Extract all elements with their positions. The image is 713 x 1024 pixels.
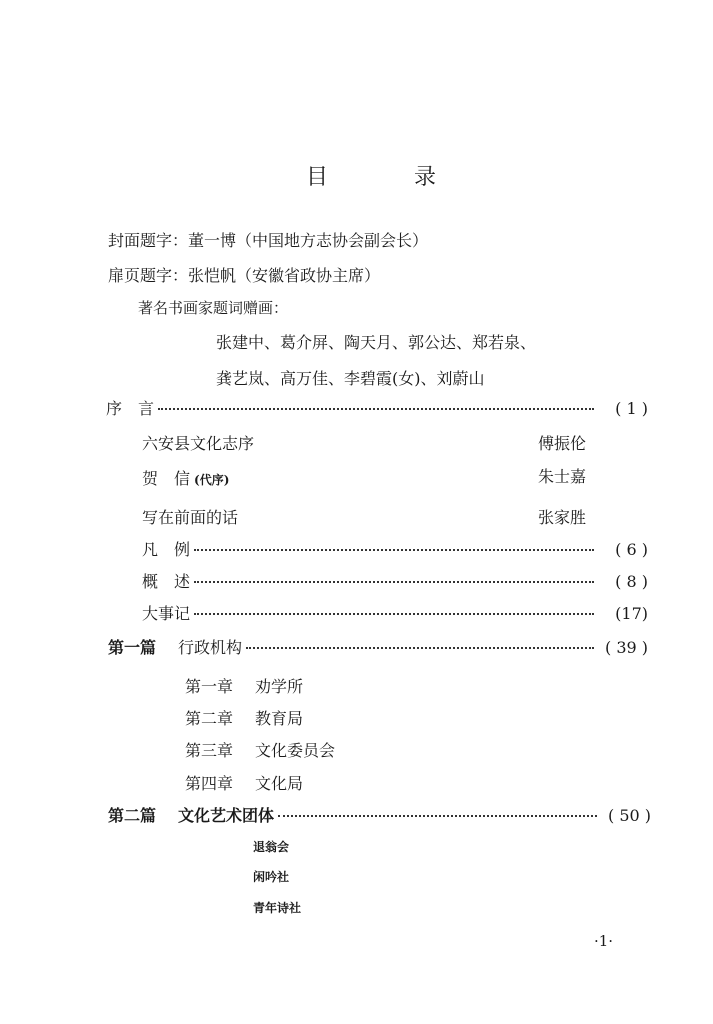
toc-label: 凡 例 [142, 540, 191, 559]
chapter-entry[interactable] [185, 771, 303, 794]
leader-dots [194, 549, 594, 551]
chapter-entry[interactable] [185, 738, 335, 761]
toc-part-2[interactable] [108, 803, 651, 826]
chapter-title: 文化局 [255, 774, 304, 793]
part-label: 第二篇 [108, 806, 157, 825]
chapter-title: 劝学所 [255, 677, 304, 696]
leader-dots [194, 581, 594, 583]
toc-page: ( 1 ) [615, 399, 648, 418]
toc-entry-dashiji[interactable] [142, 601, 648, 624]
group-item[interactable]: 青年诗社 [253, 901, 302, 915]
cover-line [108, 228, 428, 251]
toc-label: 大事记 [142, 604, 191, 623]
title-left-char: 目 [306, 165, 329, 190]
toc-entry-gaishu[interactable] [142, 569, 648, 592]
part-label: 第一篇 [108, 638, 157, 657]
cover-label: 封面题字： [108, 231, 189, 250]
frontis-text: 张恺帆（安徽省政协主席） [188, 266, 381, 285]
painters-line-1: 张建中、葛介屏、陶天月、郭公达、郑若泉、 [216, 333, 537, 352]
preface-item-title: 贺 信 (代序) [142, 469, 230, 488]
preface-item-title: 六安县文化志序 [142, 434, 255, 453]
part-title: 行政机构 [178, 638, 243, 657]
preface-item-author: 张家胜 [538, 508, 587, 527]
toc-page: ( 50 ) [607, 806, 651, 825]
chapter-num: 第三章 [185, 741, 234, 760]
preface-item-title: 写在前面的话 [142, 508, 239, 527]
painters-line-2: 龚艺岚、高万佳、李碧霞(女)、刘蔚山 [216, 369, 485, 388]
toc-page: ( 6 ) [615, 540, 648, 559]
chapter-entry[interactable] [185, 674, 303, 697]
chapter-title: 文化委员会 [255, 741, 336, 760]
toc-entry-preface[interactable] [106, 396, 648, 419]
toc-entry-fanli[interactable] [142, 537, 648, 560]
toc-label: 概 述 [142, 572, 191, 591]
chapter-num: 第二章 [185, 709, 234, 728]
painters-heading: 著名书画家题词赠画： [138, 299, 289, 317]
toc-page: ( 39 ) [604, 638, 648, 657]
chapter-entry[interactable] [185, 706, 303, 729]
group-item[interactable]: 闲吟社 [253, 870, 290, 884]
leader-dots [278, 815, 597, 817]
preface-item-author: 傅振伦 [538, 434, 587, 453]
leader-dots [246, 647, 594, 649]
chapter-num: 第四章 [185, 774, 234, 793]
frontis-line [108, 263, 380, 286]
group-item[interactable]: 退翁会 [253, 840, 290, 854]
preface-item-author: 朱士嘉 [538, 467, 587, 486]
leader-dots [194, 613, 594, 615]
toc-label: 序 言 [106, 399, 155, 418]
title-right-char: 录 [414, 165, 437, 190]
toc-part-1[interactable] [108, 635, 648, 658]
preface-item-note: (代序) [194, 473, 230, 487]
chapter-num: 第一章 [185, 677, 234, 696]
leader-dots [158, 408, 594, 410]
page-number: ·1· [594, 932, 614, 950]
toc-page: ( 8 ) [615, 572, 648, 591]
cover-text: 董一博（中国地方志协会副会长） [188, 231, 429, 250]
chapter-title: 教育局 [255, 709, 304, 728]
frontis-label: 扉页题字： [108, 266, 189, 285]
part-title: 文化艺术团体 [178, 806, 275, 825]
toc-page: (17) [615, 604, 648, 623]
